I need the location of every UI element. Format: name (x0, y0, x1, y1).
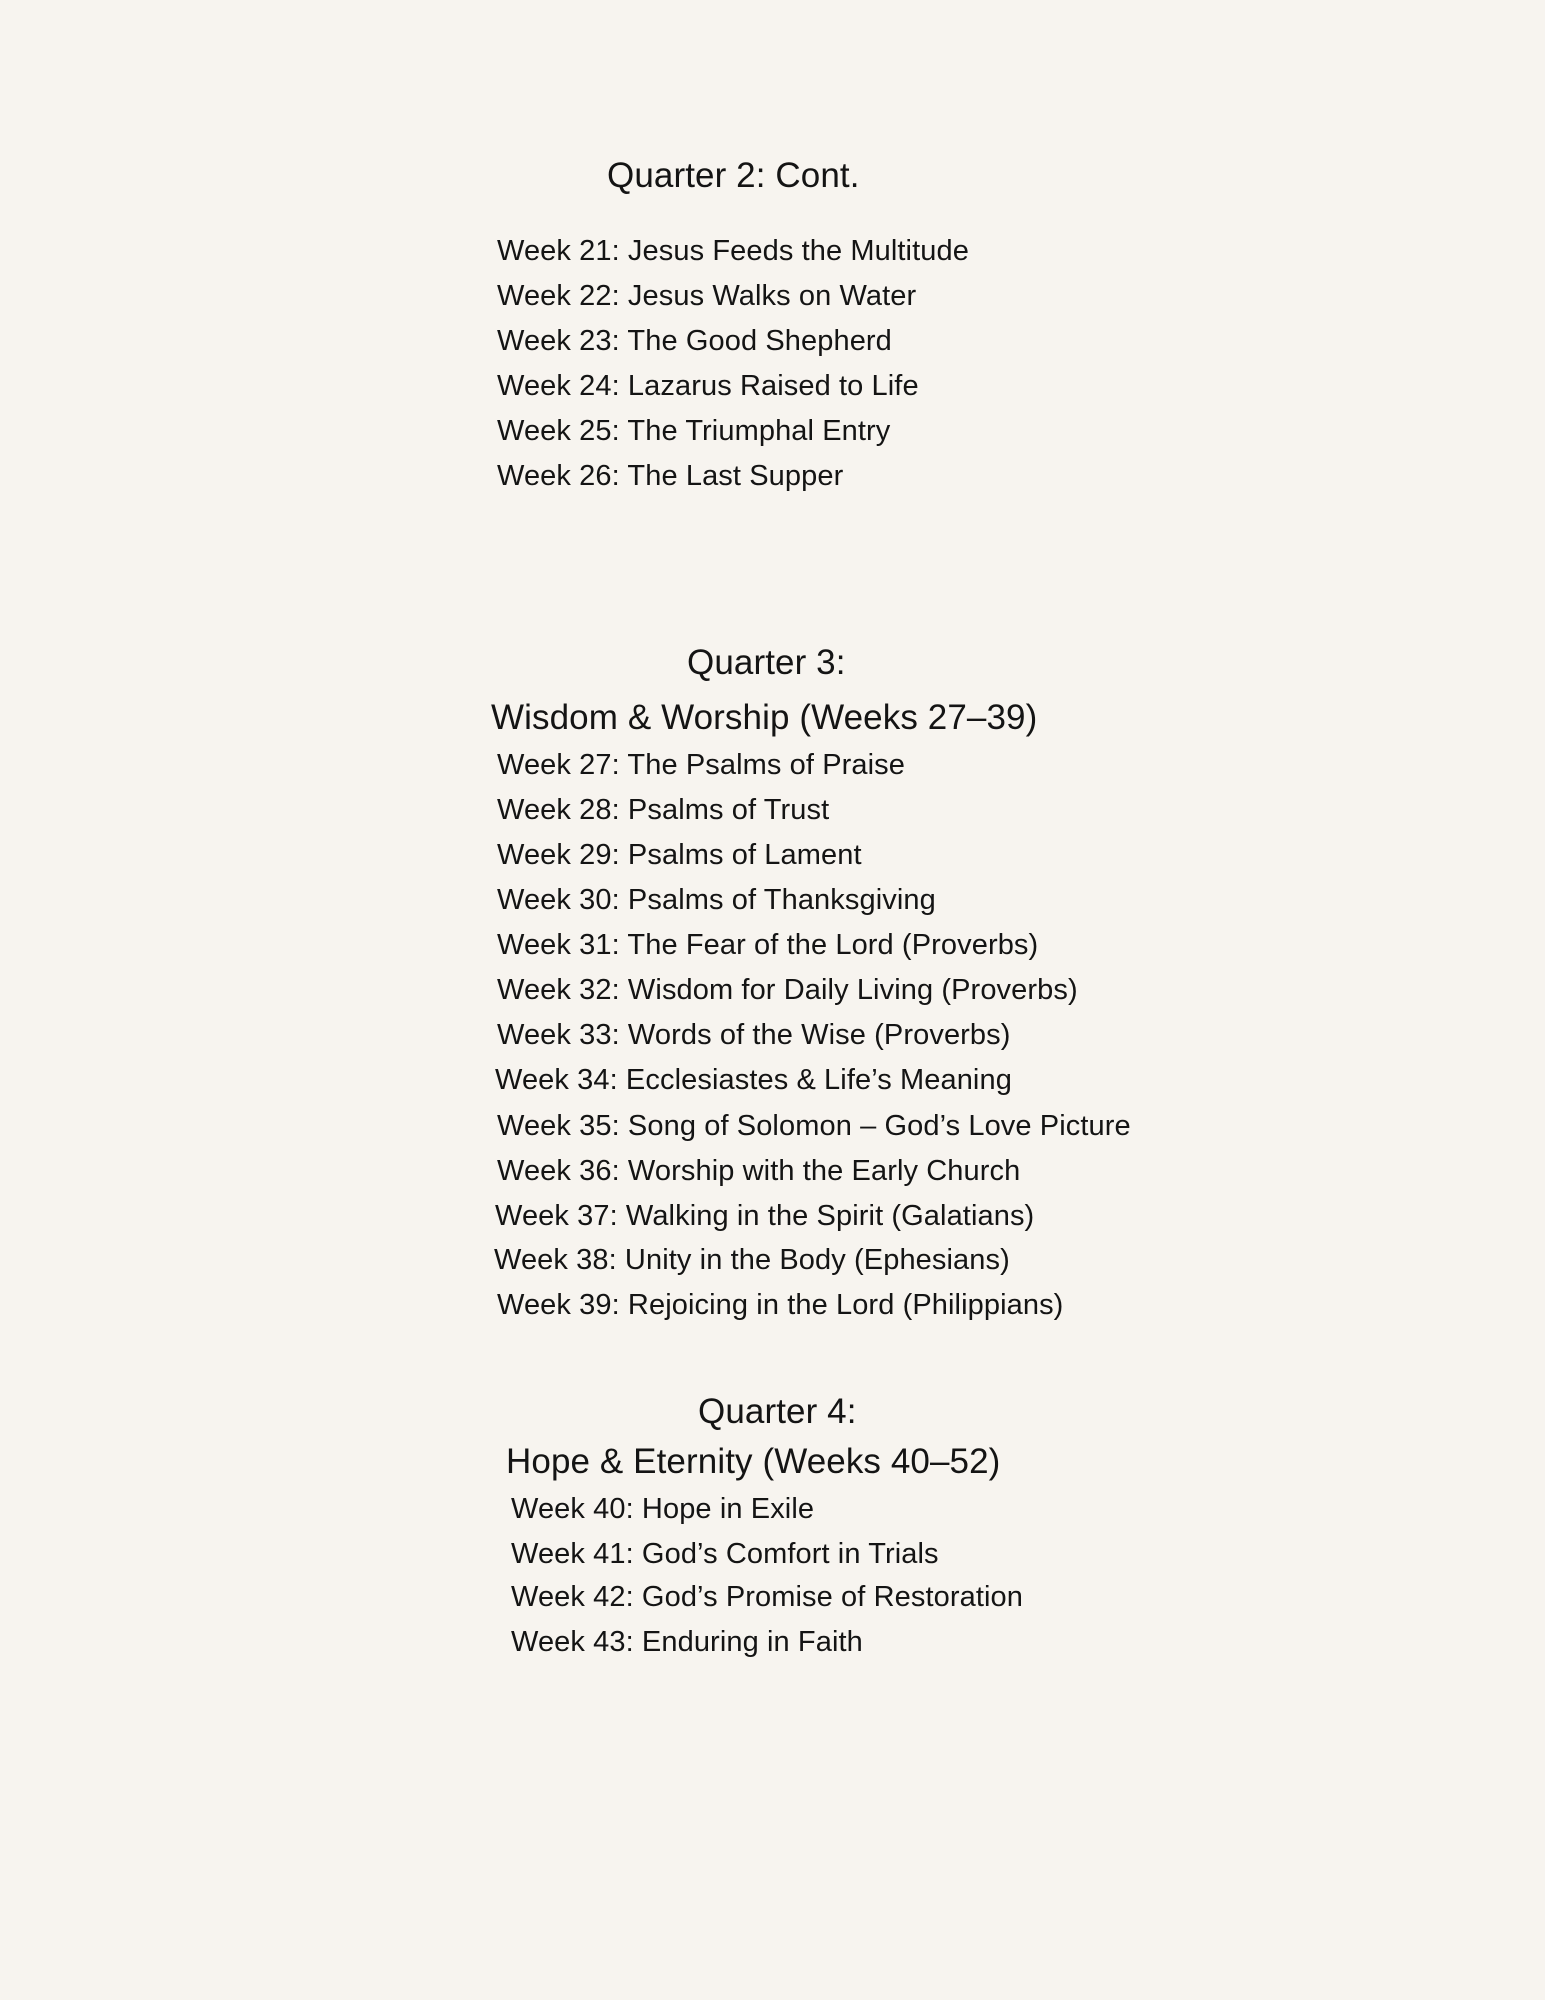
quarter-3-title: Quarter 3: (687, 643, 846, 682)
week-28-item: Week 28: Psalms of Trust (497, 794, 830, 826)
week-40-item: Week 40: Hope in Exile (511, 1493, 815, 1525)
week-29-item: Week 29: Psalms of Lament (497, 839, 862, 871)
quarter-4-subtitle: Hope & Eternity (Weeks 40–52) (506, 1442, 1001, 1481)
week-39-item: Week 39: Rejoicing in the Lord (Philippians) (497, 1289, 1064, 1321)
quarter-4-title: Quarter 4: (698, 1392, 857, 1431)
week-34-item: Week 34: Ecclesiastes & Life’s Meaning (495, 1064, 1012, 1096)
week-37-item: Week 37: Walking in the Spirit (Galatians) (495, 1200, 1035, 1232)
quarter-2-title: Quarter 2: Cont. (607, 156, 860, 195)
week-31-item: Week 31: The Fear of the Lord (Proverbs) (497, 929, 1039, 961)
quarter-3-subtitle: Wisdom & Worship (Weeks 27–39) (491, 698, 1038, 737)
week-30-item: Week 30: Psalms of Thanksgiving (497, 884, 936, 916)
week-32-item: Week 32: Wisdom for Daily Living (Proverbs) (497, 974, 1078, 1006)
week-24-item: Week 24: Lazarus Raised to Life (497, 370, 919, 402)
week-42-item: Week 42: God’s Promise of Restoration (511, 1581, 1023, 1613)
week-36-item: Week 36: Worship with the Early Church (497, 1155, 1021, 1187)
week-43-item: Week 43: Enduring in Faith (511, 1626, 863, 1658)
week-35-item: Week 35: Song of Solomon – God’s Love Picture (497, 1110, 1131, 1142)
week-33-item: Week 33: Words of the Wise (Proverbs) (497, 1019, 1011, 1051)
week-38-item: Week 38: Unity in the Body (Ephesians) (494, 1244, 1010, 1276)
week-23-item: Week 23: The Good Shepherd (497, 325, 892, 357)
week-22-item: Week 22: Jesus Walks on Water (497, 280, 917, 312)
week-25-item: Week 25: The Triumphal Entry (497, 415, 891, 447)
week-41-item: Week 41: God’s Comfort in Trials (511, 1538, 939, 1570)
week-27-item: Week 27: The Psalms of Praise (497, 749, 906, 781)
week-21-item: Week 21: Jesus Feeds the Multitude (497, 235, 969, 267)
week-26-item: Week 26: The Last Supper (497, 460, 844, 492)
